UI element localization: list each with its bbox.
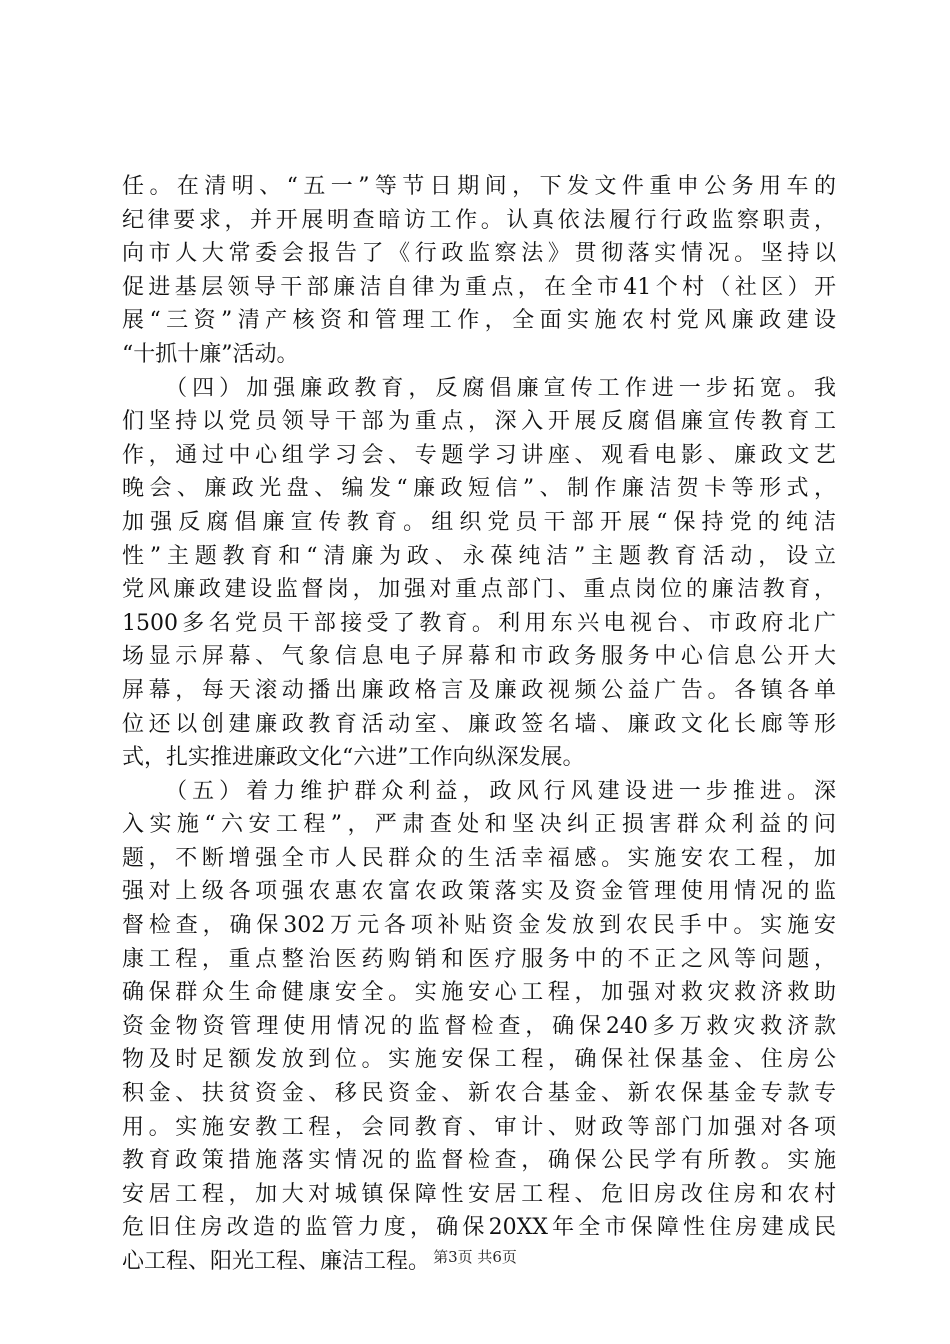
document-body (122, 170, 836, 1279)
text-line: 积金、扶贫资金、移民资金、新农合基金、新农保基金专款专 (122, 1081, 836, 1107)
page-footer: 第3页 共6页 (433, 1248, 517, 1266)
text-line: 晚会、廉政光盘、编发“廉政短信”、制作廉洁贺卡等形式， (122, 476, 836, 502)
text-line: 1500多名党员干部接受了教育。利用东兴电视台、市政府北广 (122, 610, 836, 636)
text-line: 向市人大常委会报告了《行政监察法》贯彻落实情况。坚持以 (122, 241, 836, 267)
text-line: 党风廉政建设监督岗，加强对重点部门、重点岗位的廉洁教育， (122, 577, 836, 603)
text-line: 屏幕，每天滚动播出廉政格言及廉政视频公益广告。各镇各单 (122, 677, 836, 703)
paragraph (122, 775, 836, 1279)
text-line: 物及时足额发放到位。实施安保工程，确保社保基金、住房公 (122, 1047, 836, 1073)
text-line: 加强反腐倡廉宣传教育。组织党员干部开展“保持党的纯洁 (122, 509, 836, 535)
text-line: 展“三资”清产核资和管理工作，全面实施农村党风廉政建设 (122, 308, 836, 334)
text-line: （四）加强廉政教育，反腐倡廉宣传工作进一步拓宽。我 (122, 375, 836, 401)
text-line: 确保群众生命健康安全。实施安心工程，加强对救灾救济救助 (122, 980, 836, 1006)
text-line: 场显示屏幕、气象信息电子屏幕和市政务服务中心信息公开大 (122, 644, 836, 670)
text-line: 位还以创建廉政教育活动室、廉政签名墙、廉政文化长廊等形 (122, 711, 836, 737)
text-line: 题，不断增强全市人民群众的生活幸福感。实施安农工程，加 (122, 845, 836, 871)
text-line: 教育政策措施落实情况的监督检查，确保公民学有所教。实施 (122, 1148, 836, 1174)
text-line: 作，通过中心组学习会、专题学习讲座、观看电影、廉政文艺 (122, 442, 836, 468)
text-line: 式，扎实推进廉政文化“六进”工作向纵深发展。 (122, 745, 585, 771)
paragraph (122, 372, 836, 775)
text-line: 入实施“六安工程”，严肃查处和坚决纠正损害群众利益的问 (122, 812, 836, 838)
text-line: 危旧住房改造的监管力度，确保20XX年全市保障性住房建成民 (122, 1215, 836, 1241)
text-line: 任。在清明、“五一”等节日期间，下发文件重申公务用车的 (122, 174, 836, 199)
text-line: 安居工程，加大对城镇保障性安居工程、危旧房改住房和农村 (122, 1181, 836, 1207)
text-line: 康工程，重点整治医药购销和医疗服务中的不正之风等问题， (122, 946, 836, 972)
text-line: 资金物资管理使用情况的监督检查，确保240多万救灾救济款 (122, 1013, 836, 1039)
text-line: 们坚持以党员领导干部为重点，深入开展反腐倡廉宣传教育工 (122, 409, 836, 435)
text-line: “十抓十廉”活动。 (122, 341, 299, 367)
text-line: 强对上级各项强农惠农富农政策落实及资金管理使用情况的监 (122, 879, 836, 905)
text-line: （五）着力维护群众利益，政风行风建设进一步推进。深 (122, 778, 836, 804)
text-line: 心工程、阳光工程、廉洁工程。 (122, 1249, 431, 1274)
text-line: 性”主题教育和“清廉为政、永葆纯洁”主题教育活动，设立 (122, 543, 836, 569)
text-line: 督检查，确保302万元各项补贴资金发放到农民手中。实施安 (122, 913, 836, 939)
text-line: 促进基层领导干部廉洁自律为重点，在全市41个村（社区）开 (122, 274, 836, 300)
paragraph (122, 170, 836, 372)
text-line: 纪律要求，并开展明查暗访工作。认真依法履行行政监察职责， (122, 207, 836, 233)
text-line: 用。实施安教工程，会同教育、审计、财政等部门加强对各项 (122, 1114, 836, 1140)
